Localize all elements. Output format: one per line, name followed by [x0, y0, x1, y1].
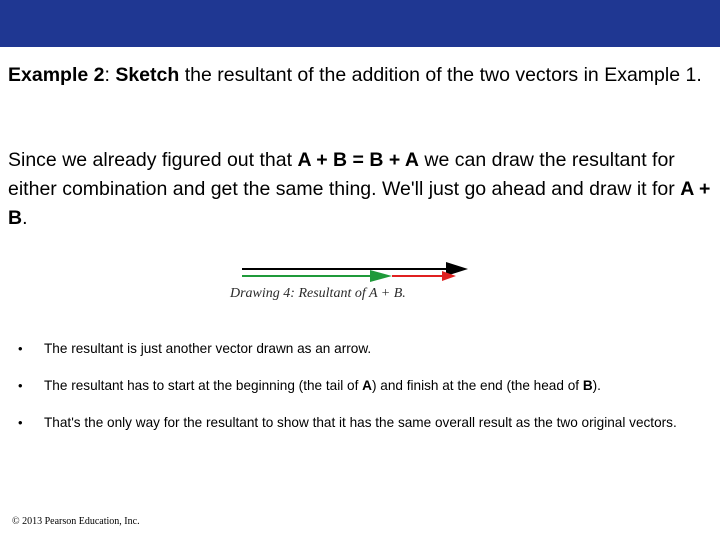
explanation-paragraph — [8, 146, 712, 233]
bullet-item — [18, 377, 698, 394]
example-label: Example 2 — [8, 64, 105, 86]
drawing-caption: Drawing 4: Resultant of A + B. — [230, 286, 406, 301]
bullet-text-2: ) and finish at the end (the head of — [371, 378, 583, 393]
example-text: the resultant of the addition of the two vectors in Example 1. — [179, 64, 702, 86]
bullet-item — [18, 414, 698, 431]
bullet-text: That's the only way for the resultant to show that it has the same overall result as the two original vectors. — [44, 415, 677, 430]
explanation-text-2: we can draw the resultant for either combination and get the same thing. We'll just go ahead and draw it for — [8, 149, 681, 200]
bullet-list — [18, 340, 698, 451]
bullet-item — [18, 340, 698, 357]
vector-b-label: B — [582, 378, 593, 393]
bullet-text: The resultant is just another vector drawn as an arrow. — [44, 341, 372, 356]
commutative-equation: A + B = B + A — [297, 149, 419, 171]
vector-a-arrowhead — [370, 270, 392, 282]
bullet-text-1: The resultant has to start at the beginning (the tail of — [44, 378, 363, 393]
bullet-dot: • — [18, 341, 23, 356]
explanation-text-3: . — [22, 207, 28, 229]
copyright-footer: © 2013 Pearson Education, Inc. — [12, 516, 140, 527]
bullet-dot: • — [18, 378, 23, 393]
bullet-text-3: ). — [592, 378, 601, 393]
header-bar — [0, 0, 720, 47]
vector-a-label: A — [362, 378, 372, 393]
vector-drawing — [230, 258, 480, 308]
bullet-dot: • — [18, 415, 23, 430]
explanation-text-1: Since we already figured out that — [8, 149, 298, 171]
example-heading — [8, 61, 712, 90]
example-colon: : — [104, 64, 110, 86]
vector-arrows — [230, 258, 480, 286]
a-plus-b: A + B — [8, 178, 711, 229]
sketch-word: Sketch — [115, 64, 180, 86]
